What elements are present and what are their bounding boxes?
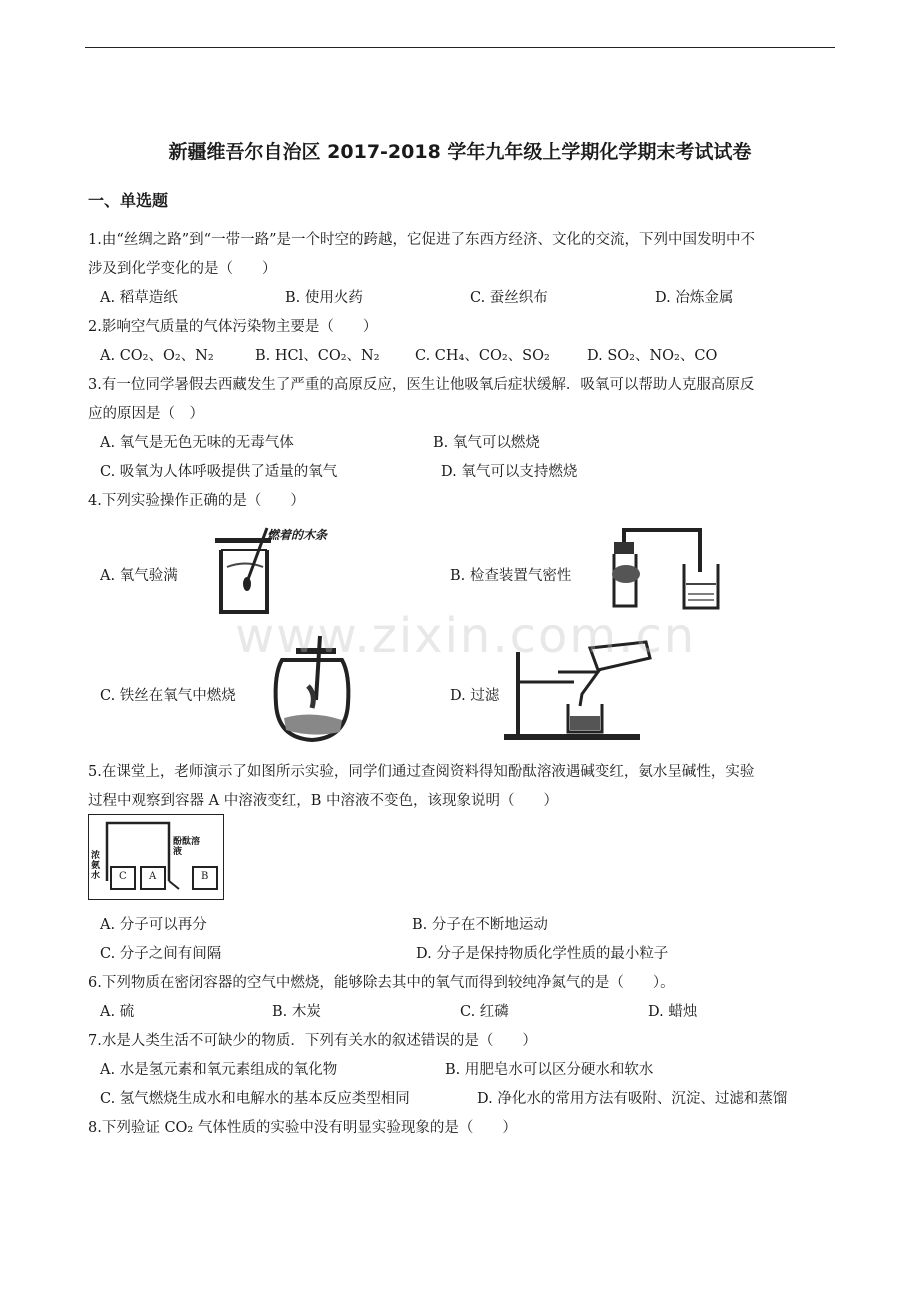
q4-option-c: C. 铁丝在氧气中燃烧 — [100, 688, 236, 704]
q4-option-a: A. 氧气验满 — [100, 568, 178, 584]
q7-option-b: B. 用肥皂水可以区分硬水和软水 — [445, 1062, 654, 1078]
figure-label-phenolphthalein: 酚酞溶液 — [173, 837, 201, 857]
q2-option-c: C. CH₄、CO₂、SO₂ — [415, 348, 550, 364]
q6-stem: 6.下列物质在密闭容器的空气中燃烧，能够除去其中的氧气而得到较纯净氮气的是（ ）。 — [88, 975, 675, 991]
q3-option-d: D. 氧气可以支持燃烧 — [441, 464, 578, 480]
q5-option-a: A. 分子可以再分 — [100, 917, 207, 933]
figure-airtightness — [600, 522, 720, 612]
q7-stem: 7.水是人类生活不可缺少的物质．下列有关水的叙述错误的是（ ） — [88, 1033, 537, 1049]
q7-option-a: A. 水是氢元素和氧元素组成的氧化物 — [100, 1062, 338, 1078]
q8-stem: 8.下列验证 CO₂ 气体性质的实验中没有明显实验现象的是（ ） — [88, 1120, 517, 1136]
q7-option-d: D. 净化水的常用方法有吸附、沉淀、过滤和蒸馏 — [477, 1091, 788, 1107]
q4-option-d: D. 过滤 — [450, 688, 500, 704]
header-rule — [85, 47, 835, 48]
q5-option-c: C. 分子之间有间隔 — [100, 946, 222, 962]
q7-option-c: C. 氢气燃烧生成水和电解水的基本反应类型相同 — [100, 1091, 410, 1107]
figure-label-ammonia: 浓氨水 — [91, 851, 101, 881]
q1-option-a: A. 稻草造纸 — [100, 290, 178, 306]
q6-option-d: D. 蜡烛 — [648, 1004, 698, 1020]
watermark: www.zixin.com.cn — [235, 608, 697, 664]
q2-option-a: A. CO₂、O₂、N₂ — [100, 348, 214, 364]
q1-option-c: C. 蚕丝织布 — [470, 290, 548, 306]
cup-a-label: A — [149, 871, 157, 882]
cup-c-label: C — [119, 871, 127, 882]
q4-option-b: B. 检查装置气密性 — [450, 568, 572, 584]
q2-stem: 2.影响空气质量的气体污染物主要是（ ） — [88, 319, 378, 335]
q3-stem-line1: 3.有一位同学暑假去西藏发生了严重的高原反应，医生让他吸氧后症状缓解．吸氧可以帮助人克服高原反 — [88, 377, 755, 393]
q1-stem-line1: 1.由“丝绸之路”到“一带一路”是一个时空的跨越，它促进了东西方经济、文化的交流，下列中国发明中不 — [88, 232, 755, 248]
q2-option-b: B. HCl、CO₂、N₂ — [255, 348, 380, 364]
q3-option-a: A. 氧气是无色无味的无毒气体 — [100, 435, 294, 451]
q1-stem-line2: 涉及到化学变化的是（ ） — [88, 261, 277, 277]
cup-b-label: B — [201, 871, 209, 882]
figure-a-caption: 燃着的木条 — [267, 528, 328, 542]
q2-option-d: D. SO₂、NO₂、CO — [587, 348, 718, 364]
q1-option-d: D. 冶炼金属 — [655, 290, 734, 306]
q3-option-c: C. 吸氧为人体呼吸提供了适量的氧气 — [100, 464, 338, 480]
q5-stem-line2: 过程中观察到容器 A 中溶液变红，B 中溶液不变色，该现象说明（ ） — [88, 793, 558, 809]
q5-option-b: B. 分子在不断地运动 — [412, 917, 548, 933]
q1-option-b: B. 使用火药 — [285, 290, 363, 306]
q6-option-a: A. 硫 — [100, 1004, 135, 1020]
q4-stem: 4.下列实验操作正确的是（ ） — [88, 493, 305, 509]
q6-option-c: C. 红磷 — [460, 1004, 509, 1020]
section-heading: 一、单选题 — [88, 191, 169, 210]
q5-option-d: D. 分子是保持物质化学性质的最小粒子 — [416, 946, 669, 962]
q3-option-b: B. 氧气可以燃烧 — [433, 435, 540, 451]
figure-oxygen-test — [205, 522, 385, 617]
q3-stem-line2: 应的原因是（ ） — [88, 406, 204, 422]
q6-option-b: B. 木炭 — [272, 1004, 321, 1020]
page-title: 新疆维吾尔自治区 2017-2018 学年九年级上学期化学期末考试试卷 — [168, 141, 752, 163]
figure-diffusion — [88, 814, 224, 900]
q5-stem-line1: 5.在课堂上，老师演示了如图所示实验，同学们通过查阅资料得知酚酞溶液遇碱变红，氨水呈碱性，实验 — [88, 764, 755, 780]
